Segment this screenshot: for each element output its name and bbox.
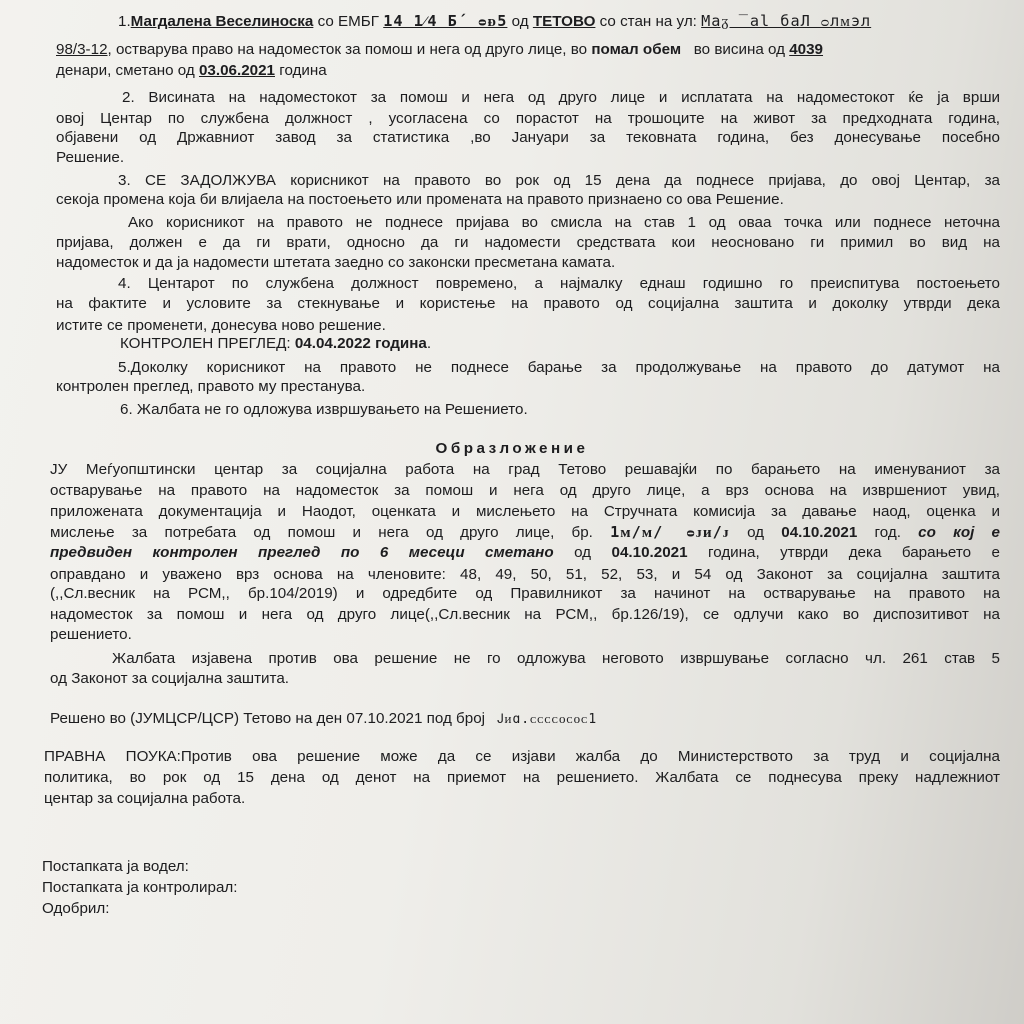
obligation-lead: 3. СЕ ЗАДОЛЖУВА [118, 172, 276, 189]
commission-text: мислење за потребата од помош и нега од друго лице, бр. [50, 524, 593, 541]
item-number: 1. [118, 13, 131, 30]
reasoning-line4 [50, 523, 1000, 542]
reasoning-line7: (,,Сл.весник на РСМ,, бр.104/2019) и одредбите од Правилникот за начинот на остварување на правото на [50, 585, 1000, 602]
entitlement-text: , остварува право на надоместок за помош и нега од друго лице, во [107, 41, 588, 58]
address-number: 98/3-12 [56, 41, 108, 58]
item5-line1: 5.Доколку корисникот на правото не поднесе барање за продолжување на правото до датумот на [118, 359, 1000, 376]
appeal-line1: Жалбата изјавена против ова решение не го одложува неговото извршување согласно чл. 261 став 5 [112, 650, 1000, 667]
review-note: предвиден контролен преглед по 6 месеци сметано [50, 544, 554, 561]
item1-line1 [118, 12, 996, 31]
signature-conducted-by: Постапката ја водел: [42, 858, 189, 875]
item1-line2 [56, 41, 1000, 59]
item4-line3: истите се променети, донесува ново решение. [56, 317, 386, 334]
item6-line: 6. Жалбата не го одложува извршувањето на Решението. [120, 401, 528, 418]
commission-number: 1ᴍ/ᴍ/ ᴑᴊᴎ/ᴊ [610, 523, 730, 541]
commission-date: 04.10.2021 [781, 524, 858, 541]
reasoning-line6: оправдано и уважено врз основа на членовите: 48, 49, 50, 51, 52, 53, и 54 од Законот за социјална заштита [50, 566, 1000, 583]
review-note-start: со кој е [918, 524, 1000, 541]
street-value: Маᵹ ̅ аl баЛ ᴑлᴍэл [701, 12, 872, 30]
amount-value: 4039 [789, 41, 824, 58]
reasoning-line3: приложената документација и Наодот, оценката и мислењето на Стручната комисија за давање наод, оценка и [50, 503, 1000, 520]
item2-line2: овој Центар по службена должност , усогласена со порастот на трошоците на живот за предходната година, [56, 110, 1000, 127]
legal-advice-line1: ПРАВНА ПОУКА:Против ова решение може да се изјави жалба до Министерството за труд и социјална [44, 748, 1000, 765]
reasoning-heading: Образложение [435, 440, 589, 457]
item4-line2: на фактите и условите за стекнување и користење на правото од социјална заштита и доколку утврди дека [56, 295, 1000, 312]
reasoning-line8: надоместок за помош и нега од друго лице(,,Сл.весник на РСМ,, бр.126/19), се одлучи како во диспозитивот на [50, 606, 1000, 623]
year-label: година [279, 62, 327, 79]
date-from-label: денари, сметано од [56, 62, 195, 79]
item3-line1 [118, 172, 1000, 190]
embg-value: 14 1⁄4 Б´ ᴑᴆ5 [383, 12, 508, 30]
amount-label: во висина од [693, 41, 785, 58]
legal-advice-line2: политика, во рок од 15 дена од денот на приемот на решението. Жалбата се поднесува преку надлежниот [44, 769, 1000, 786]
reasoning-line2: остварување на правото на надоместок за помош и нега од друго лице, а врз основа на извршениот увид, [50, 482, 1000, 499]
reasoning-line1: ЈУ Меѓуопштински центар за социјална работа на град Тетово решавајќи по барањето на именуваниот за [50, 461, 1000, 478]
embg-label: со ЕМБГ [317, 13, 379, 30]
item2-line3: објавени од Државниот завод за статистика ,во Јануари за тековната година, без донесување посебно [56, 129, 1000, 146]
appeal-line2: од Законот за социјална заштита. [50, 670, 289, 687]
city-name: ТЕТОВО [532, 13, 596, 30]
signature-approved-by: Одобрил: [42, 900, 110, 917]
item2-line1: 2. Висината на надоместокот за помош и нега од друго лице и исплатата на надоместокот ќе ја врши [122, 89, 1000, 106]
reasoning-line9: решението. [50, 626, 132, 643]
decision-number: Ꭻᴎɑ.ᴄᴄᴄᴄᴏᴄᴏᴄ1 [497, 712, 598, 727]
obligation-text: корисникот на правото во рок од 15 дена да поднесе пријава, до овој Центар, за [290, 172, 1000, 189]
entitlement-scope: помал обем [591, 41, 682, 58]
item5-line2: контролен преглед, правото му престанува. [56, 378, 366, 395]
from-label: од [511, 13, 529, 30]
review-start-date: 04.10.2021 [611, 544, 688, 561]
item3-line3: Ако корисникот на правото не поднесе пријава во смисла на став 1 од оваа точка или поднесе неточна [128, 214, 1000, 231]
item3-line4: пријава, должен е да ги врати, односно да ги надомести средствата кои неосновано ги примил во вид на [56, 234, 1000, 251]
control-review-dot: . [426, 335, 432, 352]
start-date: 03.06.2021 [198, 62, 275, 79]
decided-line [50, 710, 994, 729]
item4-line1: 4. Центарот по службена должност повремено, а најмалку еднаш годишно го преиспитува постоењето [118, 275, 1000, 292]
control-review [120, 335, 994, 353]
item3-line5: надоместок и да ја надомести штетата заедно со законски пресметана камата. [56, 254, 616, 271]
beneficiary-name: Магдалена Веселиноска [130, 13, 314, 30]
date-from-label: од [747, 524, 765, 541]
finding-text: година, утврди дека барањето е [708, 544, 1000, 561]
control-review-label: КОНТРОЛЕН ПРЕГЛЕД: [120, 335, 291, 352]
item2-line4: Решение. [56, 149, 125, 166]
control-review-date: 04.04.2022 година [294, 335, 427, 352]
signature-controlled-by: Постапката ја контролирал: [42, 879, 238, 896]
item3-line2: секоја промена која би влијаела на постоењето или промената на правото признаено со ова Решение. [56, 191, 784, 208]
decided-text: Решено во (ЈУМЦСР/ЦСР) Тетово на ден 07.10.2021 под број [50, 710, 486, 727]
item1-line3 [56, 62, 994, 80]
street-label: со стан на ул: [599, 13, 697, 30]
date-from-label: од [574, 544, 592, 561]
legal-advice-line3: центар за социјална работа. [44, 790, 246, 807]
year-abbr: год. [874, 524, 901, 541]
reasoning-line5 [50, 544, 1000, 562]
